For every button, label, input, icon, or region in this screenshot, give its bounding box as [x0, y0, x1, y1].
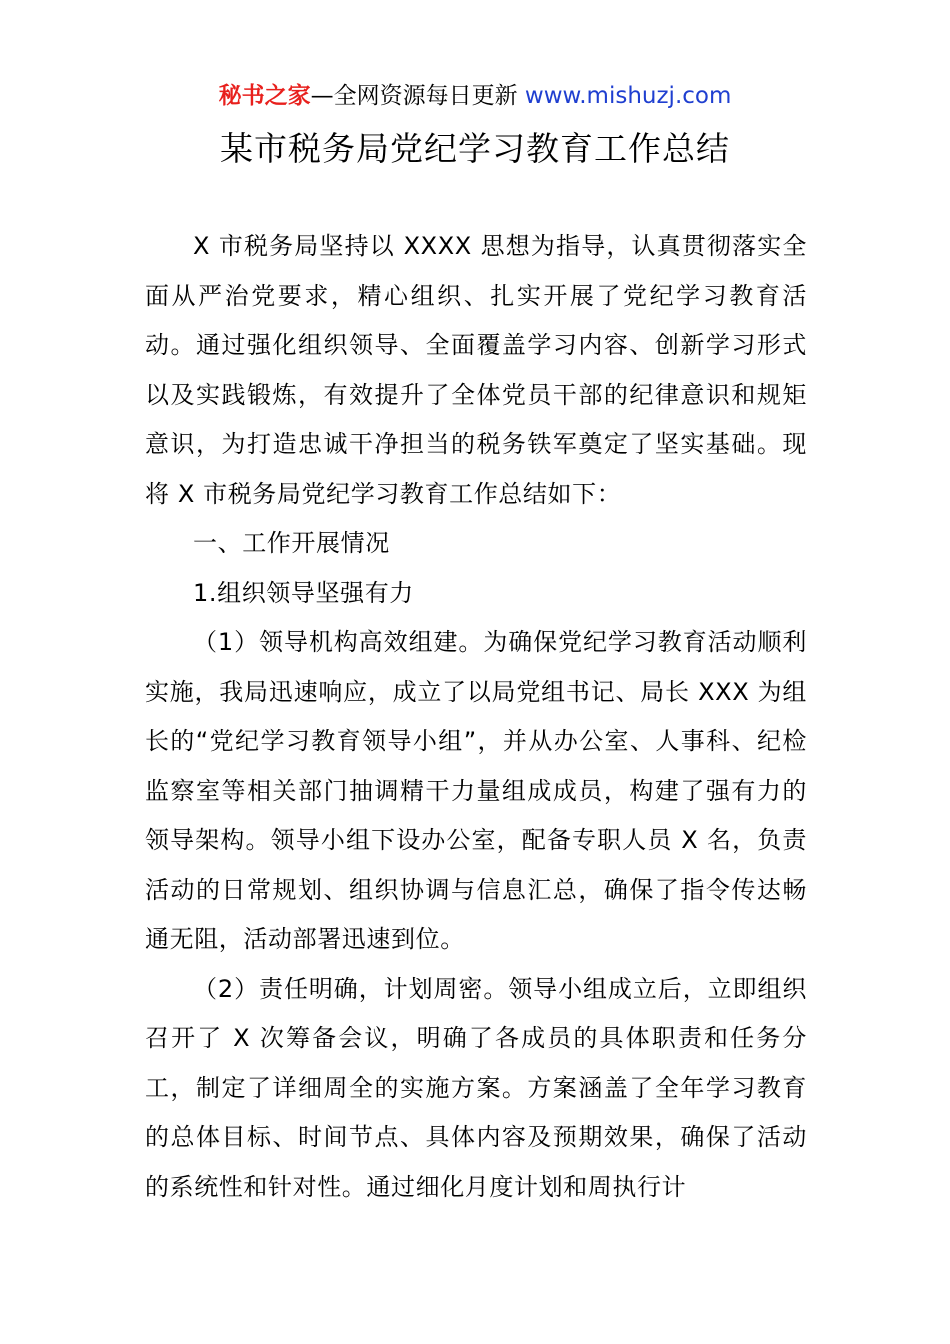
- brand-name: 秘书之家: [218, 83, 311, 109]
- document-body: [145, 222, 807, 1212]
- paragraph-item-2: （2）责任明确，计划周密。领导小组成立后，立即组织召开了 X 次筹备会议，明确了各成员的具体职责和任务分工，制定了详细周全的实施方案。方案涵盖了全年学习教育的总体目标、时间节点、具体内容及预期效果，确保了活动的系统性和针对性。通过细化月度计划和周执行计: [145, 974, 807, 1201]
- intro-paragraph: X 市税务局坚持以 XXXX 思想为指导，认真贯彻落实全面从严治党要求，精心组织、扎实开展了党纪学习教育活动。通过强化组织领导、全面覆盖学习内容、创新学习形式以及实践锻炼，有效提升了全体党员干部的纪律意识和规矩意识，为打造忠诚干净担当的税务铁军奠定了坚实基础。现将 X 市税务局党纪学习教育工作总结如下：: [145, 232, 807, 508]
- document-title: 某市税务局党纪学习教育工作总结: [220, 129, 730, 168]
- paragraph-item-1: （1）领导机构高效组建。为确保党纪学习教育活动顺利实施，我局迅速响应，成立了以局党组书记、局长 XXX 为组长的“党纪学习教育领导小组”，并从办公室、人事科、纪检监察室等相关部门抽调精干力量组成成员，构建了强有力的领导架构。领导小组下设办公室，配备专职人员 X 名，负责活动的日常规划、组织协调与信息汇总，确保了指令传达畅通无阻，活动部署迅速到位。: [145, 628, 807, 953]
- header-tagline: —全网资源每日更新: [310, 83, 518, 109]
- subsection-heading: 1.组织领导坚强有力: [193, 578, 414, 607]
- section-heading: 一、工作开展情况: [193, 529, 390, 557]
- site-header: [0, 80, 950, 112]
- site-url-link[interactable]: www.mishuzj.com: [524, 83, 732, 109]
